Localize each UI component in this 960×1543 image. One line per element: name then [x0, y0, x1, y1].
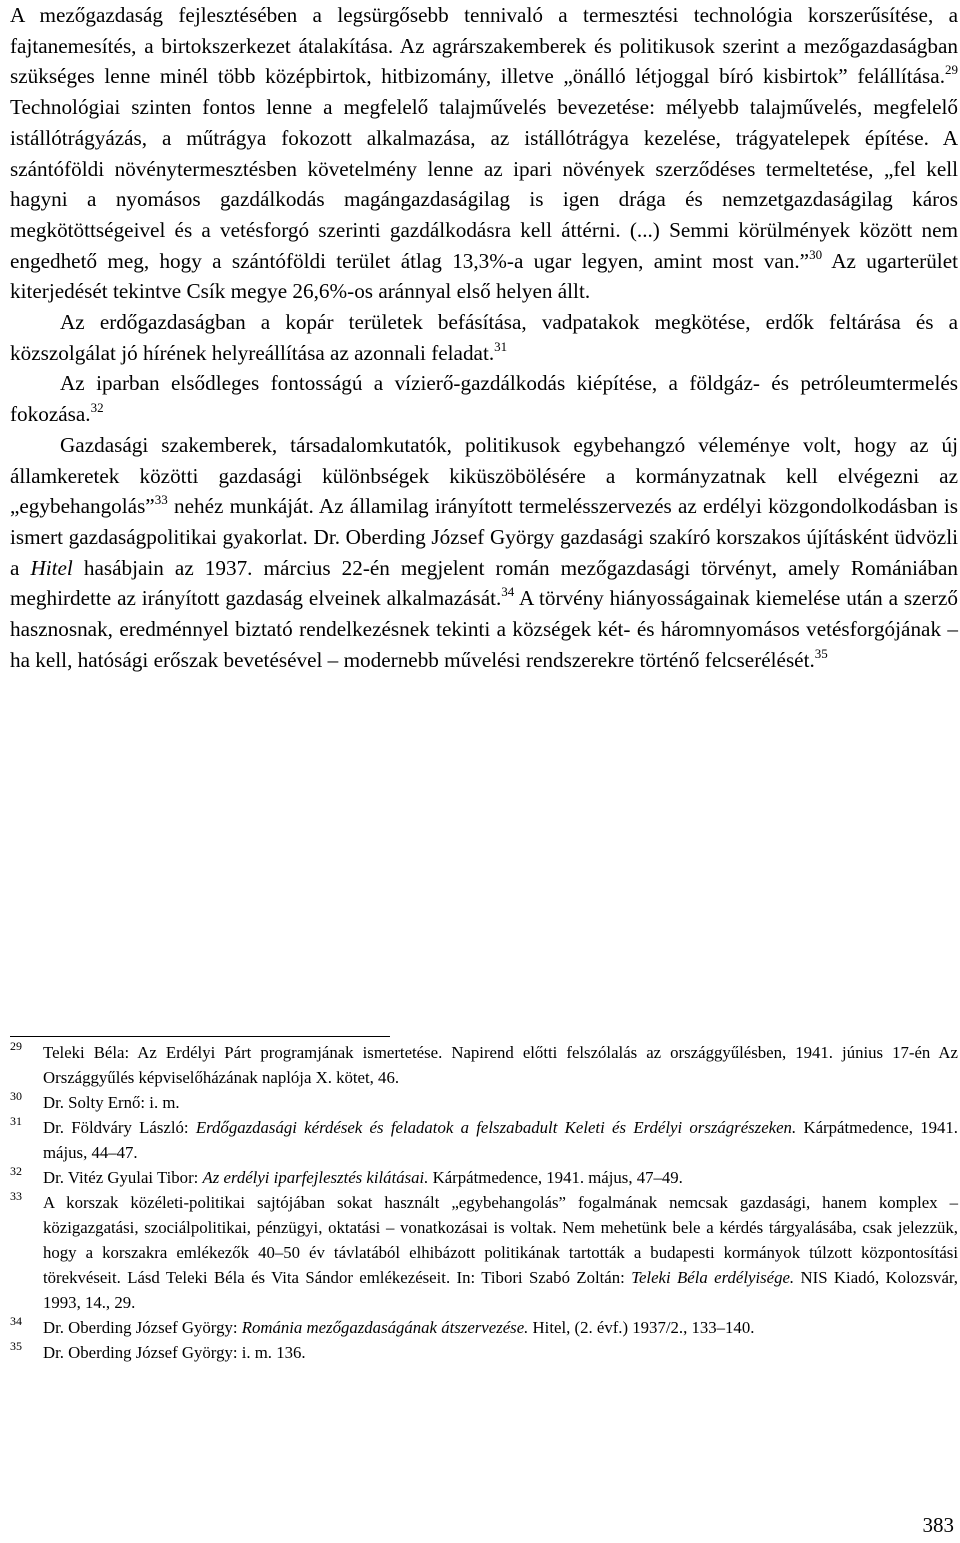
footnote-text: Dr. Oberding József György:: [43, 1318, 242, 1337]
footnote-text: Dr. Oberding József György: i. m. 136.: [43, 1343, 306, 1362]
footnote-number: 29: [10, 1039, 22, 1053]
document-page: [10, 0, 958, 1543]
text-segment: A törvény hiányosságainak kiemelése után a szerző hasznosnak, eredménnyel biztató rendelkezésnek tekinti a községek két- és háromnyomásos vetésforgójának – ha kell, hatósági erőszak bevetésével – modernebb művelési rendszerekre történő felcserélését.: [10, 586, 958, 672]
footnote-ref-29[interactable]: 29: [945, 62, 958, 78]
footnote-number: 34: [10, 1314, 22, 1328]
page-number: 383: [922, 1513, 954, 1537]
footnote-text: Kárpátmedence, 1941. május, 44–47.: [43, 1118, 958, 1162]
footnote-italic-title: Az erdélyi iparfejlesztés kilátásai.: [202, 1168, 429, 1187]
footnote-text: Kárpátmedence, 1941. május, 47–49.: [428, 1168, 683, 1187]
footnote-ref-32[interactable]: 32: [90, 400, 104, 416]
italic-title: Hitel: [30, 555, 73, 580]
text-segment: Az iparban elsődleges fontosságú a vízierő-gazdálkodás kiépítése, a földgáz- és petróleumtermelés fokozása.: [10, 371, 958, 427]
footnote-text: A korszak közéleti-politikai sajtójában sokat használt „egybehangolás” fogalmának nemcsak gazdasági, hanem komplex – közigazgatási, szociálpolitikai, pénzügyi, oktatási – vonatkozásai is voltak. Nem mehetünk bele a kérdés tárgyalásába, csak jelezzük, hogy a korszakra emlékezők 40–50 év távlatából elhibázott politikának tartották a budapesti kormányok túlzott központosítási törekvéseit. Lásd Teleki Béla és Vita Sándor emlékezéseit. In: Tibori Szabó Zoltán:: [43, 1193, 958, 1287]
footnote-ref-31[interactable]: 31: [494, 338, 508, 354]
footnote-number: 35: [10, 1339, 22, 1353]
footnote-text: Dr. Földváry László:: [43, 1118, 196, 1137]
footnote-number: 30: [10, 1089, 22, 1103]
footnote-text: Dr. Solty Ernő: i. m.: [43, 1093, 180, 1112]
text-segment: hasábjain az 1937. március 22-én megjelent román mezőgazdasági törvényt, amely Romániában meghirdette az irányított gazdaság elveinek alkalmazását.: [10, 555, 958, 611]
footnote-29: [10, 1040, 958, 1090]
footnote-34: [10, 1315, 958, 1340]
footnote-30: [10, 1090, 958, 1115]
text-segment: Technológiai szinten fontos lenne a megfelelő talajművelés bevezetése: mélyebb talajművelés, megfelelő istállótrágyázás, a műtrágya fokozott alkalmazása, az istállótrágya kezelése, trágyatelepek építése. A szántóföldi növénytermesztésben követelmény lenne az ipari növények szerződéses termeltetése, „fel kell hagyni a nyomásos gazdálkodás magángazdaságilag is igen drága és nemzetgazdaságilag káros megkötöttségeivel és a vetésforgó szerinti gazdálkodásra kell áttérni. (...) Semmi körülmények között nem engedhető meg, hogy a szántóföldi terület átlag 13,3%-a ugar legyen, amint most van.”: [10, 95, 958, 273]
footnote-ref-33[interactable]: 33: [154, 492, 168, 508]
footnote-ref-34[interactable]: 34: [501, 584, 515, 600]
footnote-33: [10, 1190, 958, 1315]
footnote-ref-35[interactable]: 35: [814, 645, 828, 661]
text-segment: nehéz munkáját. Az államilag irányított termelésszervezés az erdélyi közgondolkodásban is ismert gazdaságpolitikai gyakorlat. Dr. Oberding József György gazdasági szakíró korszakos újításként üdvözli a: [10, 494, 958, 580]
footnote-35: [10, 1340, 958, 1365]
footnote-text: NIS Kiadó, Kolozsvár, 1993, 14., 29.: [43, 1268, 958, 1312]
footnote-ref-30[interactable]: 30: [809, 246, 823, 262]
text-segment: A mezőgazdaság fejlesztésében a legsürgősebb tennivaló a termesztési technológia korszerűsítése, a fajtanemesítés, a birtokszerkezet átalakítása. Az agrárszakemberek és politikusok szerint a mezőgazdaságban szükséges lenne minél több középbirtok, hitbizomány, illetve „önálló létjoggal bíró kisbirtok” felállítása.: [10, 3, 958, 89]
footnote-italic-title: Románia mezőgazdaságának átszervezése.: [241, 1318, 529, 1337]
main-text: [10, 0, 958, 675]
footnote-text: Teleki Béla: Az Erdélyi Párt programjának ismertetése. Napirend előtti felszólalás az országgyűlésben, 1941. június 17-én Az Országgyűlés képviselőházának naplója X. kötet, 46.: [43, 1043, 958, 1087]
paragraph-forestry: [10, 307, 958, 368]
footnote-number: 31: [10, 1114, 22, 1128]
footnote-number: 32: [10, 1164, 22, 1178]
footnote-31: [10, 1115, 958, 1165]
footnote-italic-title: Teleki Béla erdélyisége.: [631, 1268, 795, 1287]
footnote-divider: [10, 1036, 390, 1037]
footnote-number: 33: [10, 1189, 22, 1203]
paragraph-industry: [10, 368, 958, 429]
paragraph-economy: [10, 430, 958, 676]
text-segment: Az ugarterület kiterjedését tekintve Csík megye 26,6%-os aránnyal első helyen állt.: [10, 248, 958, 304]
footnote-text: Hitel, (2. évf.) 1937/2., 133–140.: [528, 1318, 755, 1337]
text-segment: Az erdőgazdaságban a kopár területek befásítása, vadpatakok megkötése, erdők feltárása és a közszolgálat jó hírének helyreállítása az azonnali feladat.: [10, 310, 958, 365]
paragraph-agriculture: [10, 0, 958, 307]
footnote-italic-title: Erdőgazdasági kérdések és feladatok a felszabadult Keleti és Erdélyi országrészeken.: [195, 1118, 797, 1137]
footnote-text: Dr. Vitéz Gyulai Tibor:: [43, 1168, 203, 1187]
footnote-32: [10, 1165, 958, 1190]
text-segment: Gazdasági szakemberek, társadalomkutatók, politikusok egybehangzó véleménye volt, hogy az új államkeretek közötti gazdasági különbségek kiküszöbölésére a kormányzatnak kell elvégezni az „egybehangolás”: [10, 432, 958, 519]
footnotes-section: [10, 1040, 958, 1365]
